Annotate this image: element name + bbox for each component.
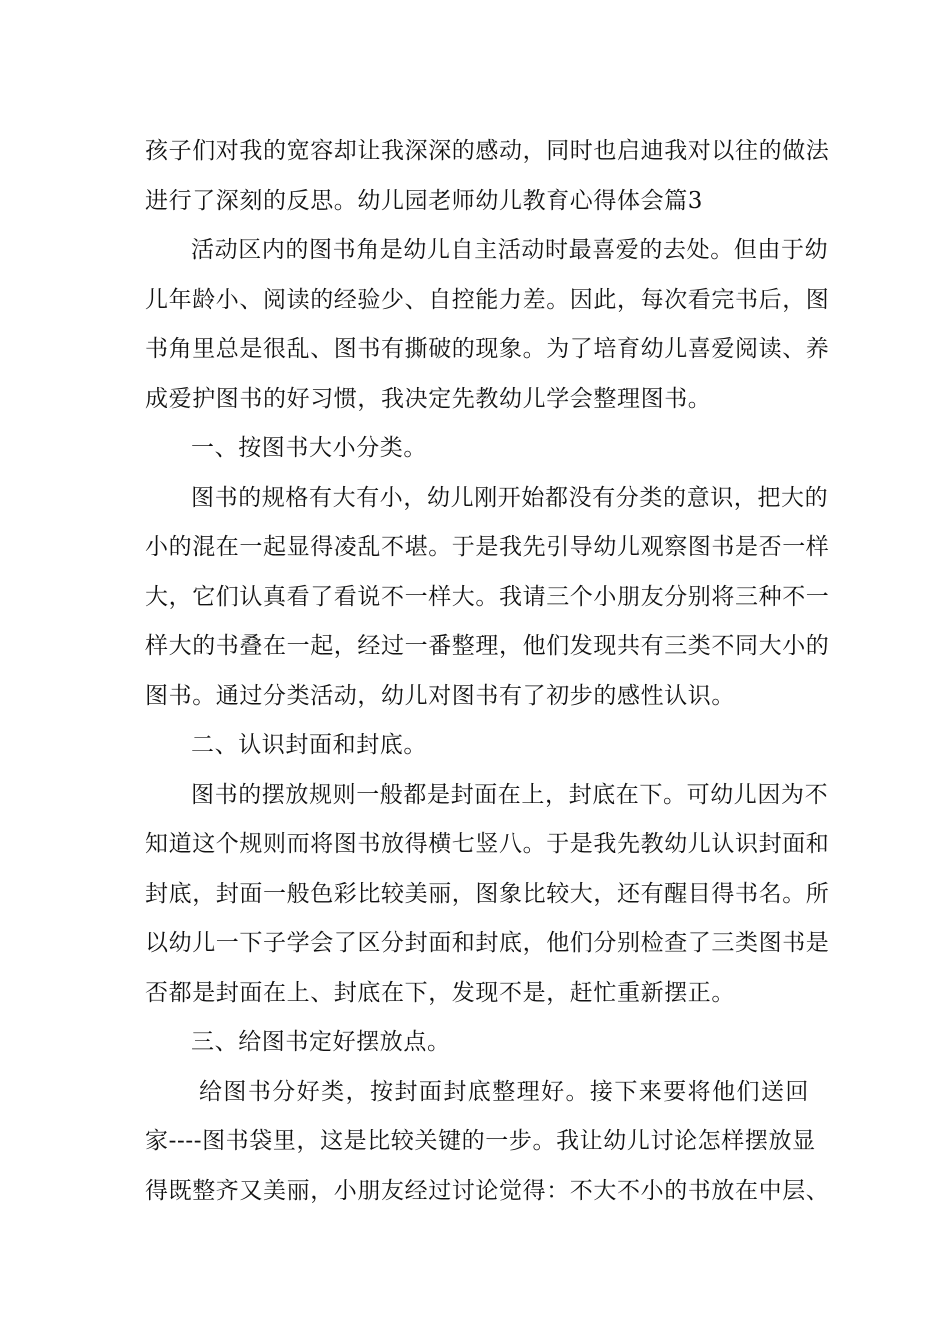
section-heading-1: 一、按图书大小分类。 [191, 435, 427, 461]
text-line-11: 样大的书叠在一起，经过一番整理，他们发现共有三类不同大小的 [145, 633, 830, 659]
text-line-16: 封底，封面一般色彩比较美丽，图象比较大，还有醒目得书名。所 [145, 880, 830, 907]
text-line-5: 书角里总是很乱、图书有撕破的现象。为了培育幼儿喜爱阅读、养 [145, 336, 830, 362]
text-line-22: 得既整齐又美丽，小朋友经过讨论觉得：不大不小的书放在中层、 [145, 1177, 830, 1204]
text-line-21: 家----图书袋里，这是比较关键的一步。我让幼儿讨论怎样摆放显 [145, 1128, 816, 1154]
text-line-1: 孩子们对我的宽容却让我深深的感动，同时也启迪我对以往的做法 [145, 138, 830, 164]
text-line-17: 以幼儿一下子学会了区分封面和封底，他们分别检查了三类图书是 [145, 930, 830, 956]
text-line-14: 图书的摆放规则一般都是封面在上，封底在下。可幼儿因为不 [191, 781, 829, 808]
text-line-3: 活动区内的图书角是幼儿自主活动时最喜爱的去处。但由于幼 [191, 237, 829, 263]
text-line-9: 小的混在一起显得凌乱不堪。于是我先引导幼儿观察图书是否一样 [145, 534, 830, 560]
text-line-15: 知道这个规则而将图书放得横七竖八。于是我先教幼儿认识封面和 [145, 831, 830, 857]
text-line-4: 儿年龄小、阅读的经验少、自控能力差。因此，每次看完书后，图 [145, 286, 830, 313]
text-line-18: 否都是封面在上、封底在下，发现不是，赶忙重新摆正。 [145, 979, 735, 1006]
document-page [145, 127, 830, 1216]
text-line-6: 成爱护图书的好习惯，我决定先教幼儿学会整理图书。 [145, 385, 712, 412]
text-line-8: 图书的规格有大有小，幼儿刚开始都没有分类的意识，把大的 [191, 484, 829, 511]
text-line-10: 大，它们认真看了看说不一样大。我请三个小朋友分别将三种不一 [145, 583, 830, 610]
section-heading-3: 三、给图书定好摆放点。 [191, 1029, 451, 1055]
text-line-20: 给图书分好类，按封面封底整理好。接下来要将他们送回 [199, 1078, 809, 1105]
text-line-2: 进行了深刻的反思。幼儿园老师幼儿教育心得体会篇3 [145, 187, 704, 214]
text-line-12: 图书。通过分类活动，幼儿对图书有了初步的感性认识。 [145, 682, 735, 709]
section-heading-2: 二、认识封面和封底。 [191, 732, 427, 758]
